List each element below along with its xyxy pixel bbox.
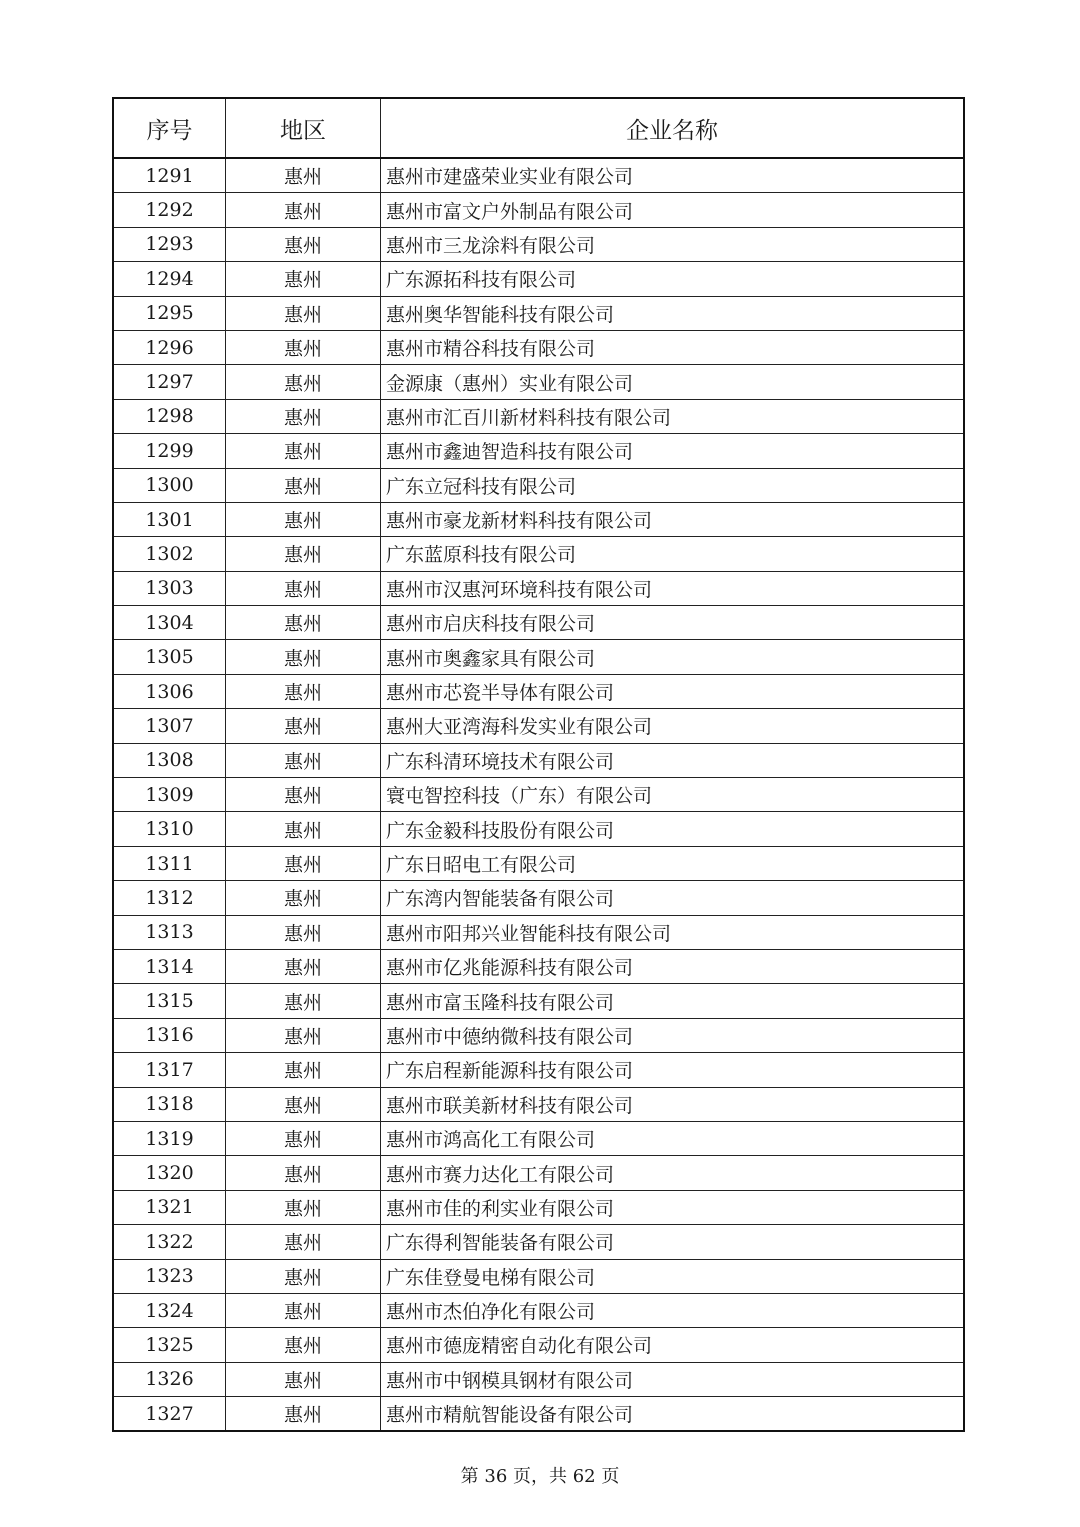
row-no: 1298	[113, 399, 226, 433]
row-region: 惠州	[226, 1190, 381, 1224]
header-company: 企业名称	[381, 98, 965, 158]
row-company: 广东得利智能装备有限公司	[381, 1225, 965, 1259]
row-company: 惠州市佳的利实业有限公司	[381, 1190, 965, 1224]
row-no: 1314	[113, 949, 226, 983]
row-region: 惠州	[226, 1121, 381, 1155]
table-row	[113, 468, 964, 502]
row-company: 广东科清环境技术有限公司	[381, 743, 965, 777]
row-region: 惠州	[226, 468, 381, 502]
row-company: 惠州市联美新材科技有限公司	[381, 1087, 965, 1121]
row-no: 1325	[113, 1328, 226, 1362]
row-company: 惠州市三龙涂料有限公司	[381, 227, 965, 261]
row-region: 惠州	[226, 502, 381, 536]
row-region: 惠州	[226, 1362, 381, 1396]
row-no: 1297	[113, 365, 226, 399]
table-row	[113, 296, 964, 330]
row-no: 1293	[113, 227, 226, 261]
row-company: 惠州市中德纳微科技有限公司	[381, 1018, 965, 1052]
row-company: 惠州市中钢模具钢材有限公司	[381, 1362, 965, 1396]
row-no: 1327	[113, 1397, 226, 1432]
row-no: 1318	[113, 1087, 226, 1121]
header-no: 序号	[113, 98, 226, 158]
table-row	[113, 158, 964, 193]
row-no: 1317	[113, 1053, 226, 1087]
row-region: 惠州	[226, 846, 381, 880]
row-company: 惠州市汇百川新材料科技有限公司	[381, 399, 965, 433]
table-row	[113, 1293, 964, 1327]
row-region: 惠州	[226, 881, 381, 915]
row-no: 1302	[113, 537, 226, 571]
row-no: 1312	[113, 881, 226, 915]
row-region: 惠州	[226, 193, 381, 227]
row-company: 惠州市富文户外制品有限公司	[381, 193, 965, 227]
row-no: 1316	[113, 1018, 226, 1052]
row-company: 广东日昭电工有限公司	[381, 846, 965, 880]
row-no: 1324	[113, 1293, 226, 1327]
table-row	[113, 812, 964, 846]
row-no: 1310	[113, 812, 226, 846]
row-company: 惠州市奥鑫家具有限公司	[381, 640, 965, 674]
table-row	[113, 193, 964, 227]
row-company: 广东蓝原科技有限公司	[381, 537, 965, 571]
row-region: 惠州	[226, 743, 381, 777]
row-region: 惠州	[226, 640, 381, 674]
row-company: 惠州市鑫迪智造科技有限公司	[381, 434, 965, 468]
row-region: 惠州	[226, 1156, 381, 1190]
table-body	[113, 158, 964, 1431]
row-region: 惠州	[226, 1053, 381, 1087]
table-row	[113, 1225, 964, 1259]
row-region: 惠州	[226, 571, 381, 605]
table-row	[113, 1190, 964, 1224]
row-no: 1319	[113, 1121, 226, 1155]
row-company: 惠州市德庞精密自动化有限公司	[381, 1328, 965, 1362]
row-company: 惠州市精航智能设备有限公司	[381, 1397, 965, 1432]
row-region: 惠州	[226, 709, 381, 743]
row-no: 1323	[113, 1259, 226, 1293]
row-no: 1322	[113, 1225, 226, 1259]
row-no: 1311	[113, 846, 226, 880]
row-region: 惠州	[226, 674, 381, 708]
table-row	[113, 1259, 964, 1293]
row-company: 惠州市汉惠河环境科技有限公司	[381, 571, 965, 605]
row-company: 广东源拓科技有限公司	[381, 262, 965, 296]
row-company: 广东启程新能源科技有限公司	[381, 1053, 965, 1087]
row-region: 惠州	[226, 1293, 381, 1327]
row-region: 惠州	[226, 399, 381, 433]
row-region: 惠州	[226, 227, 381, 261]
row-company: 惠州市富玉隆科技有限公司	[381, 984, 965, 1018]
row-no: 1309	[113, 778, 226, 812]
row-company: 惠州市建盛荣业实业有限公司	[381, 158, 965, 193]
row-company: 广东金毅科技股份有限公司	[381, 812, 965, 846]
row-company: 惠州市精谷科技有限公司	[381, 330, 965, 364]
table-row	[113, 1362, 964, 1396]
row-region: 惠州	[226, 984, 381, 1018]
row-region: 惠州	[226, 1397, 381, 1432]
company-table	[112, 97, 965, 1432]
row-company: 寰屯智控科技（广东）有限公司	[381, 778, 965, 812]
table-row	[113, 640, 964, 674]
table-row	[113, 1328, 964, 1362]
table-row	[113, 606, 964, 640]
row-no: 1294	[113, 262, 226, 296]
row-no: 1320	[113, 1156, 226, 1190]
header-region: 地区	[226, 98, 381, 158]
table-row	[113, 1018, 964, 1052]
row-region: 惠州	[226, 296, 381, 330]
row-region: 惠州	[226, 330, 381, 364]
table-row	[113, 537, 964, 571]
table-row	[113, 330, 964, 364]
row-region: 惠州	[226, 1018, 381, 1052]
row-region: 惠州	[226, 537, 381, 571]
row-no: 1296	[113, 330, 226, 364]
table-row	[113, 1397, 964, 1432]
row-region: 惠州	[226, 262, 381, 296]
row-region: 惠州	[226, 434, 381, 468]
table-row	[113, 1156, 964, 1190]
table-row	[113, 674, 964, 708]
row-region: 惠州	[226, 1087, 381, 1121]
row-company: 惠州奥华智能科技有限公司	[381, 296, 965, 330]
row-region: 惠州	[226, 812, 381, 846]
row-company: 广东佳登曼电梯有限公司	[381, 1259, 965, 1293]
row-region: 惠州	[226, 158, 381, 193]
row-company: 广东立冠科技有限公司	[381, 468, 965, 502]
row-region: 惠州	[226, 365, 381, 399]
row-no: 1303	[113, 571, 226, 605]
table-row	[113, 399, 964, 433]
row-no: 1291	[113, 158, 226, 193]
row-no: 1308	[113, 743, 226, 777]
row-region: 惠州	[226, 606, 381, 640]
table-row	[113, 778, 964, 812]
table-row	[113, 502, 964, 536]
table-row	[113, 1087, 964, 1121]
table-row	[113, 365, 964, 399]
table-row	[113, 1053, 964, 1087]
table-row	[113, 949, 964, 983]
row-no: 1304	[113, 606, 226, 640]
row-company: 惠州市鸿高化工有限公司	[381, 1121, 965, 1155]
table-row	[113, 227, 964, 261]
table-row	[113, 846, 964, 880]
row-company: 惠州市阳邦兴业智能科技有限公司	[381, 915, 965, 949]
row-no: 1299	[113, 434, 226, 468]
row-company: 惠州市赛力达化工有限公司	[381, 1156, 965, 1190]
row-region: 惠州	[226, 949, 381, 983]
table-header	[113, 98, 964, 158]
page-number: 第 36 页，共 62 页	[460, 1466, 620, 1487]
row-company: 惠州市芯瓷半导体有限公司	[381, 674, 965, 708]
table-row	[113, 1121, 964, 1155]
row-company: 惠州大亚湾海科发实业有限公司	[381, 709, 965, 743]
row-company: 惠州市启庆科技有限公司	[381, 606, 965, 640]
header-row	[113, 98, 964, 158]
row-no: 1292	[113, 193, 226, 227]
row-no: 1301	[113, 502, 226, 536]
row-company: 广东湾内智能装备有限公司	[381, 881, 965, 915]
row-no: 1326	[113, 1362, 226, 1396]
row-company: 金源康（惠州）实业有限公司	[381, 365, 965, 399]
row-no: 1321	[113, 1190, 226, 1224]
table-row	[113, 709, 964, 743]
table-row	[113, 984, 964, 1018]
row-region: 惠州	[226, 778, 381, 812]
table-row	[113, 915, 964, 949]
row-region: 惠州	[226, 1225, 381, 1259]
row-no: 1307	[113, 709, 226, 743]
row-no: 1300	[113, 468, 226, 502]
table-row	[113, 743, 964, 777]
row-no: 1315	[113, 984, 226, 1018]
table-row	[113, 571, 964, 605]
row-no: 1295	[113, 296, 226, 330]
row-no: 1313	[113, 915, 226, 949]
row-region: 惠州	[226, 1259, 381, 1293]
table-row	[113, 434, 964, 468]
row-region: 惠州	[226, 1328, 381, 1362]
table-row	[113, 881, 964, 915]
row-region: 惠州	[226, 915, 381, 949]
row-company: 惠州市杰伯净化有限公司	[381, 1293, 965, 1327]
row-no: 1306	[113, 674, 226, 708]
row-company: 惠州市亿兆能源科技有限公司	[381, 949, 965, 983]
table-row	[113, 262, 964, 296]
row-company: 惠州市豪龙新材料科技有限公司	[381, 502, 965, 536]
row-no: 1305	[113, 640, 226, 674]
